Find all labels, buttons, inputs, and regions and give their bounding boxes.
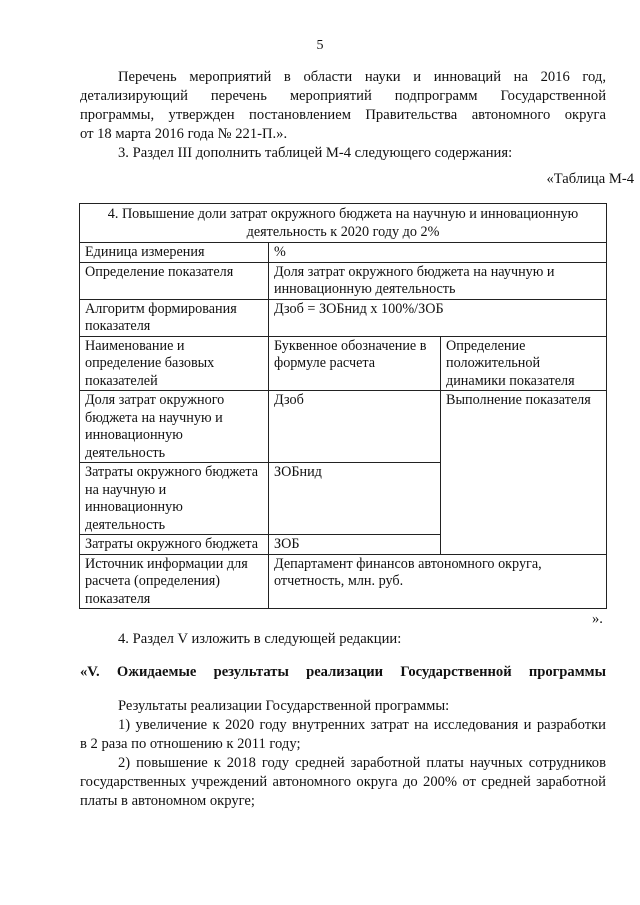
row-symbol-cell: ЗОБ <box>269 535 441 555</box>
table-row-definition <box>80 262 607 299</box>
result-2-line-1: 2) повышение к 2018 году средней заработной платы научных сотрудников <box>118 755 606 771</box>
intro-line-2: детализирующий перечень мероприятий подпрограмм Государственной <box>80 88 606 104</box>
row-symbol-cell: Дзоб <box>269 391 441 463</box>
table-row-base-header <box>80 336 607 391</box>
row-name-cell: Затраты окружного бюджета <box>80 535 269 555</box>
table-header-cell: 4. Повышение доли затрат окружного бюджета на научную и инновационную деятельность к 2020 году до 2% <box>80 204 607 243</box>
intro-line-4: от 18 марта 2016 года № 221-П.». <box>80 126 288 142</box>
definition-label-cell: Определение показателя <box>80 262 269 299</box>
table-close-quote: ». <box>592 611 603 627</box>
unit-value-cell: % <box>269 243 607 263</box>
table-m4 <box>79 203 607 609</box>
result-1-line-2: в 2 раза по отношению к 2011 году; <box>80 736 301 752</box>
intro-line-3: программы, утвержден постановлением Правительства автономного округа <box>80 107 606 123</box>
base-label-cell: Наименование и определение базовых показателей <box>80 336 269 391</box>
table-row <box>80 391 607 463</box>
table-caption: «Таблица М-4 <box>546 171 634 187</box>
unit-label-cell: Единица измерения <box>80 243 269 263</box>
source-value-cell: Департамент финансов автономного округа, отчетность, млн. руб. <box>269 554 607 609</box>
item-3-text: 3. Раздел III дополнить таблицей М-4 следующего содержания: <box>118 145 513 161</box>
table-row-source <box>80 554 607 609</box>
results-intro: Результаты реализации Государственной программы: <box>118 698 450 714</box>
algorithm-value-cell: Дзоб = ЗОБнид х 100%/ЗОБ <box>269 299 607 336</box>
algorithm-label-cell: Алгоритм формирования показателя <box>80 299 269 336</box>
item-4-text: 4. Раздел V изложить в следующей редакции: <box>118 631 402 647</box>
table-header-row <box>80 204 607 243</box>
definition-value-cell: Доля затрат окружного бюджета на научную и инновационную деятельность <box>269 262 607 299</box>
table-row-algorithm <box>80 299 607 336</box>
row-name-cell: Доля затрат окружного бюджета на научную и инновационную деятельность <box>80 391 269 463</box>
result-2-line-2: государственных учреждений автономного округа до 200% от средней заработной <box>80 774 606 790</box>
source-label-cell: Источник информации для расчета (определения) показателя <box>80 554 269 609</box>
result-2-line-3: платы в автономном округе; <box>80 793 255 809</box>
row-name-cell: Затраты окружного бюджета на научную и инновационную деятельность <box>80 463 269 535</box>
dynamics-value-cell: Выполнение показателя <box>441 391 607 555</box>
section-heading: «V. Ожидаемые результаты реализации Государственной программы <box>80 664 606 680</box>
intro-line-1: Перечень мероприятий в области науки и инноваций на 2016 год, <box>118 69 606 85</box>
base-dynamics-label-cell: Определение положительной динамики показателя <box>441 336 607 391</box>
row-symbol-cell: ЗОБнид <box>269 463 441 535</box>
base-letter-label-cell: Буквенное обозначение в формуле расчета <box>269 336 441 391</box>
table-row-unit <box>80 243 607 263</box>
page-number: 5 <box>316 38 324 53</box>
result-1-line-1: 1) увеличение к 2020 году внутренних затрат на исследования и разработки <box>118 717 606 733</box>
